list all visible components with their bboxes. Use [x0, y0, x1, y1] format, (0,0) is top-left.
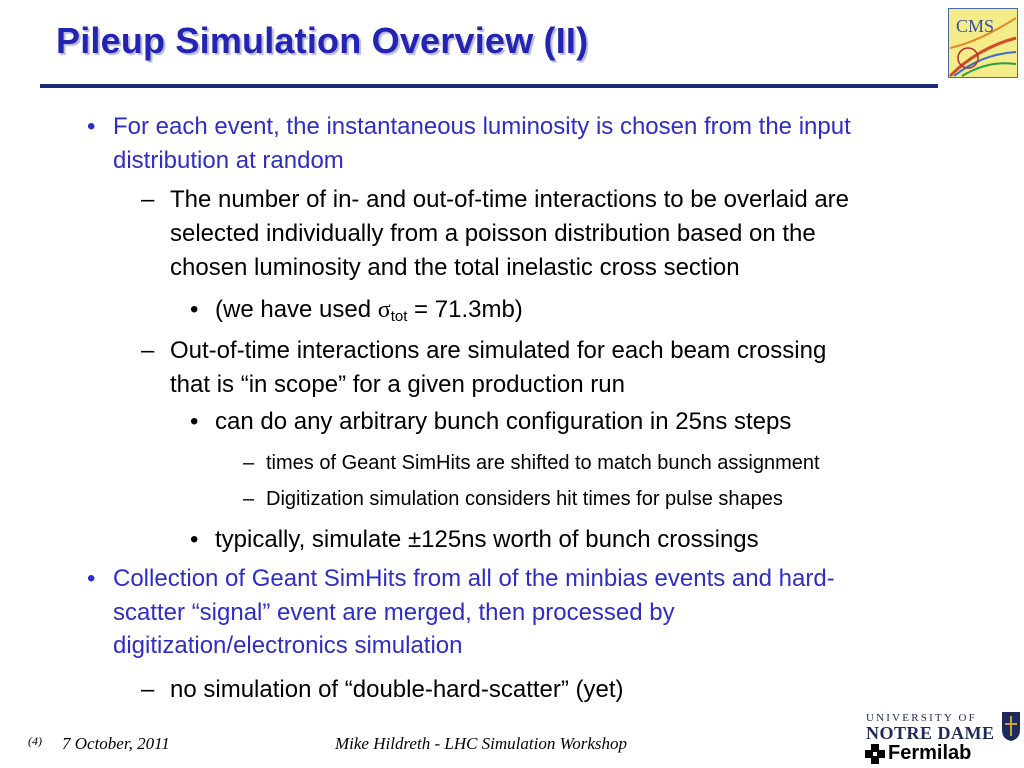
bullet-text-line: [215, 296, 523, 325]
footer-author-event: Mike Hildreth - LHC Simulation Workshop: [335, 734, 627, 753]
bullet-text-pre: (we have used: [215, 296, 378, 323]
bullet-text-line: digitization/electronics simulation: [113, 632, 463, 659]
bullet-marker: •: [190, 526, 199, 553]
bullet-marker: –: [141, 337, 155, 364]
title-underline: [40, 84, 938, 88]
sigma-subscript: tot: [390, 308, 408, 325]
bullet-marker: •: [87, 113, 96, 140]
bullet-marker: •: [190, 296, 199, 323]
bullet-text-line: scatter “signal” event are merged, then processed by: [113, 598, 675, 626]
page-title: Pileup Simulation Overview (II): [56, 20, 589, 61]
bullet-text-line: Out-of-time interactions are simulated for each beam crossing: [170, 337, 827, 364]
notre-dame-line1: UNIVERSITY OF: [866, 712, 977, 724]
bullet-marker: –: [243, 452, 255, 474]
bullet-text-line: selected individually from a poisson distribution based on the: [170, 220, 816, 247]
sigma-symbol: σ: [377, 297, 391, 323]
bullet-marker: –: [141, 676, 155, 703]
bullet-text-line: typically, simulate ±125ns worth of bunch crossings: [215, 526, 759, 553]
bullet-text-line: chosen luminosity and the total inelastic cross section: [170, 254, 740, 281]
fermilab-logo-text: Fermilab: [888, 742, 972, 764]
bullet-text-line: For each event, the instantaneous luminosity is chosen from the input: [113, 113, 851, 140]
bullet-text-post: = 71.3mb): [407, 296, 523, 323]
slide-number: (4): [28, 734, 42, 748]
bullet-text-line: can do any arbitrary bunch configuration in 25ns steps: [215, 408, 792, 435]
bullet-marker: •: [87, 565, 96, 592]
bullet-marker: •: [190, 408, 199, 435]
bullet-text-line: times of Geant SimHits are shifted to match bunch assignment: [266, 452, 820, 474]
bullet-text-line: distribution at random: [113, 146, 344, 174]
bullet-text-line: that is “in scope” for a given production run: [170, 371, 625, 398]
cms-logo-icon: [948, 8, 1018, 78]
bullet-text-line: The number of in- and out-of-time interactions to be overlaid are: [170, 186, 850, 213]
fermilab-logo-icon: [864, 744, 886, 764]
footer-date: 7 October, 2011: [62, 734, 170, 753]
bullet-marker: –: [141, 186, 155, 213]
notre-dame-line2: NOTRE DAME: [866, 723, 995, 742]
bullet-marker: –: [243, 488, 255, 510]
bullet-text-line: Collection of Geant SimHits from all of the minbias events and hard-: [113, 565, 835, 592]
bullet-text-line: Digitization simulation considers hit times for pulse shapes: [266, 488, 783, 510]
bullet-text-line: no simulation of “double-hard-scatter” (yet): [170, 676, 624, 703]
cms-logo-text: CMS: [956, 16, 995, 36]
notre-dame-logo-icon: [866, 710, 1022, 742]
